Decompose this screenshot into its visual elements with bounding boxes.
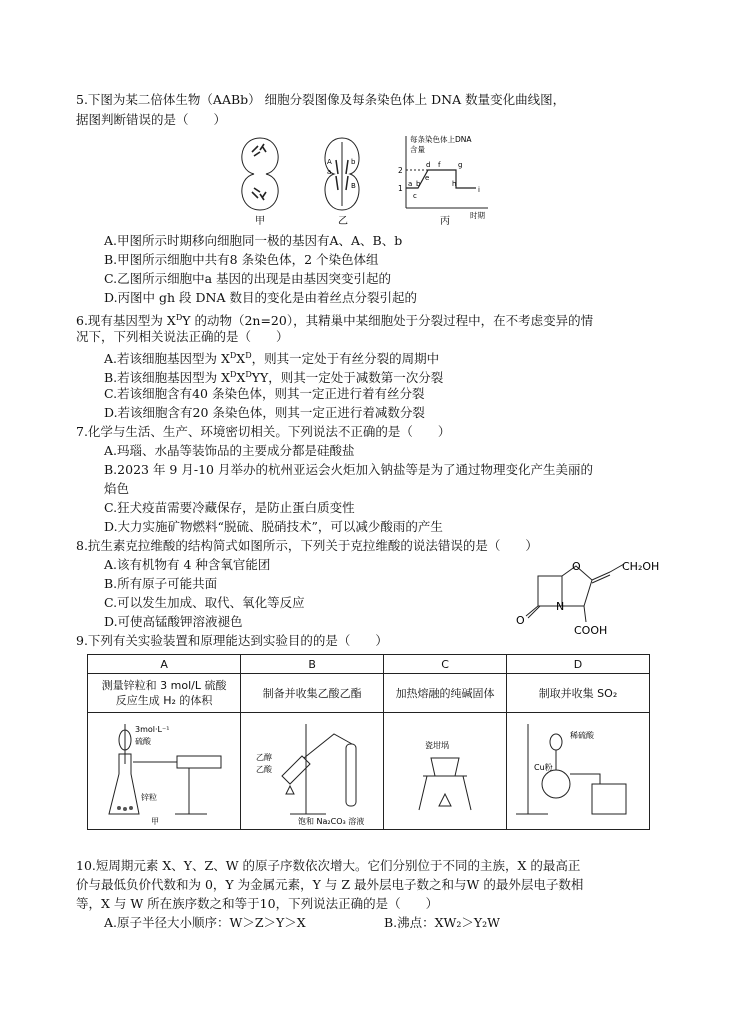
q9-header-a: A (88, 655, 241, 674)
apparatus-b-label-acetic: 乙酸 (256, 764, 273, 774)
graph-point-g: g (458, 161, 463, 169)
q9-apparatus-a (88, 713, 241, 830)
q10-stem-line1: 10.短周期元素 X、Y、Z、W 的原子序数依次增大。它们分别位于不同的主族，X 的最高正 (76, 858, 581, 873)
q6-option-d: D.若该细胞含有20 条染色体，则其一定正进行着减数分裂 (104, 405, 425, 420)
q9-stem: 9.下列有关实验装置和原理能达到实验目的的是（ ） (76, 633, 388, 648)
q6-option-c: C.若该细胞含有40 条染色体，则其一定正进行着有丝分裂 (104, 386, 425, 401)
apparatus-b-label-na2co3: 饱和 Na₂CO₃ 溶液 (298, 816, 365, 826)
q5-figure (230, 130, 500, 230)
q8-option-c: C.可以发生加成、取代、氧化等反应 (104, 595, 305, 610)
fig-label-bing: 丙 (440, 216, 450, 227)
q9-apparatus-c (384, 713, 507, 830)
q8-option-a: A.该有机物有 4 种含氧官能团 (104, 557, 271, 572)
q9-apparatus-table (87, 654, 650, 830)
q10-option-b: B.沸点：XW₂＞Y₂W (384, 915, 501, 930)
q6-stem-b: Y 的动物（2n=20），其精巢中某细胞处于分裂过程中，在不考虑变异的情 (182, 313, 594, 329)
q9-desc-a-line1: 测量锌粒和 3 mol/L 硫酸 (101, 679, 227, 692)
cell-gene-B: B (351, 182, 356, 190)
q7-option-b-line1: B.2023 年 9 月-10 月举办的杭州亚运会火炬加入钠盐等是为了通过物理变化产生美丽的 (104, 462, 593, 477)
q9-header-c: C (384, 655, 507, 674)
q6-b-text3: YY，则其一定处于减数第一次分裂 (251, 370, 444, 386)
apparatus-a-label-jia: 甲 (151, 816, 160, 826)
apparatus-b-label-ethanol: 乙醇 (256, 752, 273, 762)
fig-label-yi: 乙 (338, 216, 348, 227)
fig-label-jia: 甲 (255, 216, 265, 227)
q7-option-d: D.大力实施矿物燃料“脱硫、脱硝技术”，可以减少酸雨的产生 (104, 519, 443, 534)
graph-point-e: e (425, 174, 430, 182)
apparatus-a-drawing (89, 714, 239, 826)
q6-b-text1: B.若该细胞基因型为 X (104, 370, 231, 386)
struct-ch2oh: CH₂OH (622, 560, 660, 573)
q9-apparatus-b (241, 713, 384, 830)
q6-b-sup2: D (245, 370, 252, 379)
q7-option-a: A.玛瑙、水晶等装饰品的主要成分都是硅酸盐 (104, 443, 355, 458)
graph-ylabel-1: 每条染色体上DNA (410, 135, 472, 144)
graph-point-d: d (426, 161, 431, 169)
q5-option-a: A.甲图所示时期移向细胞同一极的基因有A、A、B、b (104, 233, 403, 248)
q5-option-c: C.乙图所示细胞中a 基因的出现是由基因突变引起的 (104, 271, 392, 286)
struct-cooh: COOH (574, 624, 608, 637)
q5-option-d: D.丙图中 gh 段 DNA 数目的变化是由着丝点分裂引起的 (104, 290, 417, 305)
q6-stem-sup: D (175, 313, 183, 322)
q10-stem-line3: 等，X 与 W 所在族序数之和等于10，下列说法正确的是（ ） (76, 896, 439, 911)
q5-stem-line2: 据图判断错误的是（ ） (76, 112, 227, 127)
struct-o-carbonyl: O (516, 614, 525, 627)
graph-xlabel: 时期 (470, 211, 485, 220)
graph-point-a: a (408, 180, 413, 188)
graph-point-h: h (452, 180, 457, 188)
apparatus-a-label-zinc: 锌粒 (141, 792, 158, 802)
graph-point-f: f (438, 161, 441, 169)
clavulanic-acid-structure (510, 558, 680, 638)
graph-y-tick-2: 2 (398, 166, 403, 175)
q6-a-text1: A.若该细胞基因型为 X (104, 351, 230, 367)
apparatus-a-label-acid: 硫酸 (135, 736, 152, 746)
q9-desc-b: 制备并收集乙酸乙酯 (241, 674, 384, 713)
cell-gene-A: A (327, 158, 332, 166)
cell-jia (242, 138, 278, 210)
graph-point-c: c (413, 192, 417, 200)
struct-n: N (556, 600, 565, 613)
q8-stem: 8.抗生素克拉维酸的结构简式如图所示，下列关于克拉维酸的说法错误的是（ ） (76, 538, 538, 553)
q6-a-sup1: D (229, 351, 237, 360)
q5-stem-line1: 5.下图为某二倍体生物（AABb） 细胞分裂图像及每条染色体上 DNA 数量变化曲线图， (76, 92, 566, 107)
cell-gene-a: a (327, 168, 332, 176)
q6-stem-a: 6.现有基因型为 X (76, 313, 176, 329)
q6-stem-line1 (76, 309, 593, 329)
cell-gene-b: b (351, 158, 356, 166)
q10-option-a: A.原子半径大小顺序：W＞Z＞Y＞X (104, 915, 306, 930)
q6-option-b (104, 366, 443, 386)
q7-option-c: C.狂犬疫苗需要冷藏保存，是防止蛋白质变性 (104, 500, 355, 515)
q9-header-b: B (241, 655, 384, 674)
apparatus-c-drawing (385, 714, 505, 826)
apparatus-b-drawing (242, 714, 382, 826)
q8-option-d: D.可使高锰酸钾溶液褪色 (104, 614, 243, 629)
q10-stem-line2: 价与最低负价代数和为 0，Y 为金属元素，Y 与 Z 最外层电子数之和与W 的最外层电子数相 (76, 877, 584, 892)
q9-header-d: D (506, 655, 649, 674)
apparatus-a-label-conc: 3mol·L⁻¹ (135, 724, 170, 734)
q6-a-text2: X (236, 351, 246, 367)
graph-y-tick-1: 1 (398, 184, 403, 193)
graph-ylabel-2: 含量 (410, 145, 425, 154)
q9-desc-a-line2: 反应生成 H₂ 的体积 (115, 694, 213, 707)
q6-b-sup1: D (230, 370, 237, 379)
q9-desc-d: 制取并收集 SO₂ (506, 674, 649, 713)
q9-desc-a (88, 674, 241, 713)
q6-option-a (104, 347, 439, 367)
q7-stem: 7.化学与生活、生产、环境密切相关。下列说法不正确的是（ ） (76, 424, 451, 439)
q6-b-text2: X (236, 370, 246, 386)
apparatus-d-drawing (508, 714, 648, 826)
graph-point-i: i (478, 186, 480, 194)
q6-stem-line2: 况下，下列相关说法正确的是（ ） (76, 329, 289, 344)
q8-option-b: B.所有原子可能共面 (104, 576, 218, 591)
apparatus-c-label-crucible: 瓷坩埚 (425, 740, 450, 750)
q5-option-b: B.甲图所示细胞中共有8 条染色体，2 个染色体组 (104, 252, 379, 267)
q9-apparatus-d (506, 713, 649, 830)
struct-o-ring: O (572, 560, 581, 573)
q9-desc-c: 加热熔融的纯碱固体 (384, 674, 507, 713)
q6-a-sup2: D (245, 351, 252, 360)
apparatus-d-label-acid: 稀硫酸 (569, 730, 594, 740)
q6-a-text3: ，则其一定处于有丝分裂的周期中 (251, 351, 440, 367)
q7-option-b-line2: 焰色 (104, 481, 130, 496)
graph-point-b: b (416, 180, 421, 188)
apparatus-d-label-cu: Cu粉 (533, 762, 553, 772)
